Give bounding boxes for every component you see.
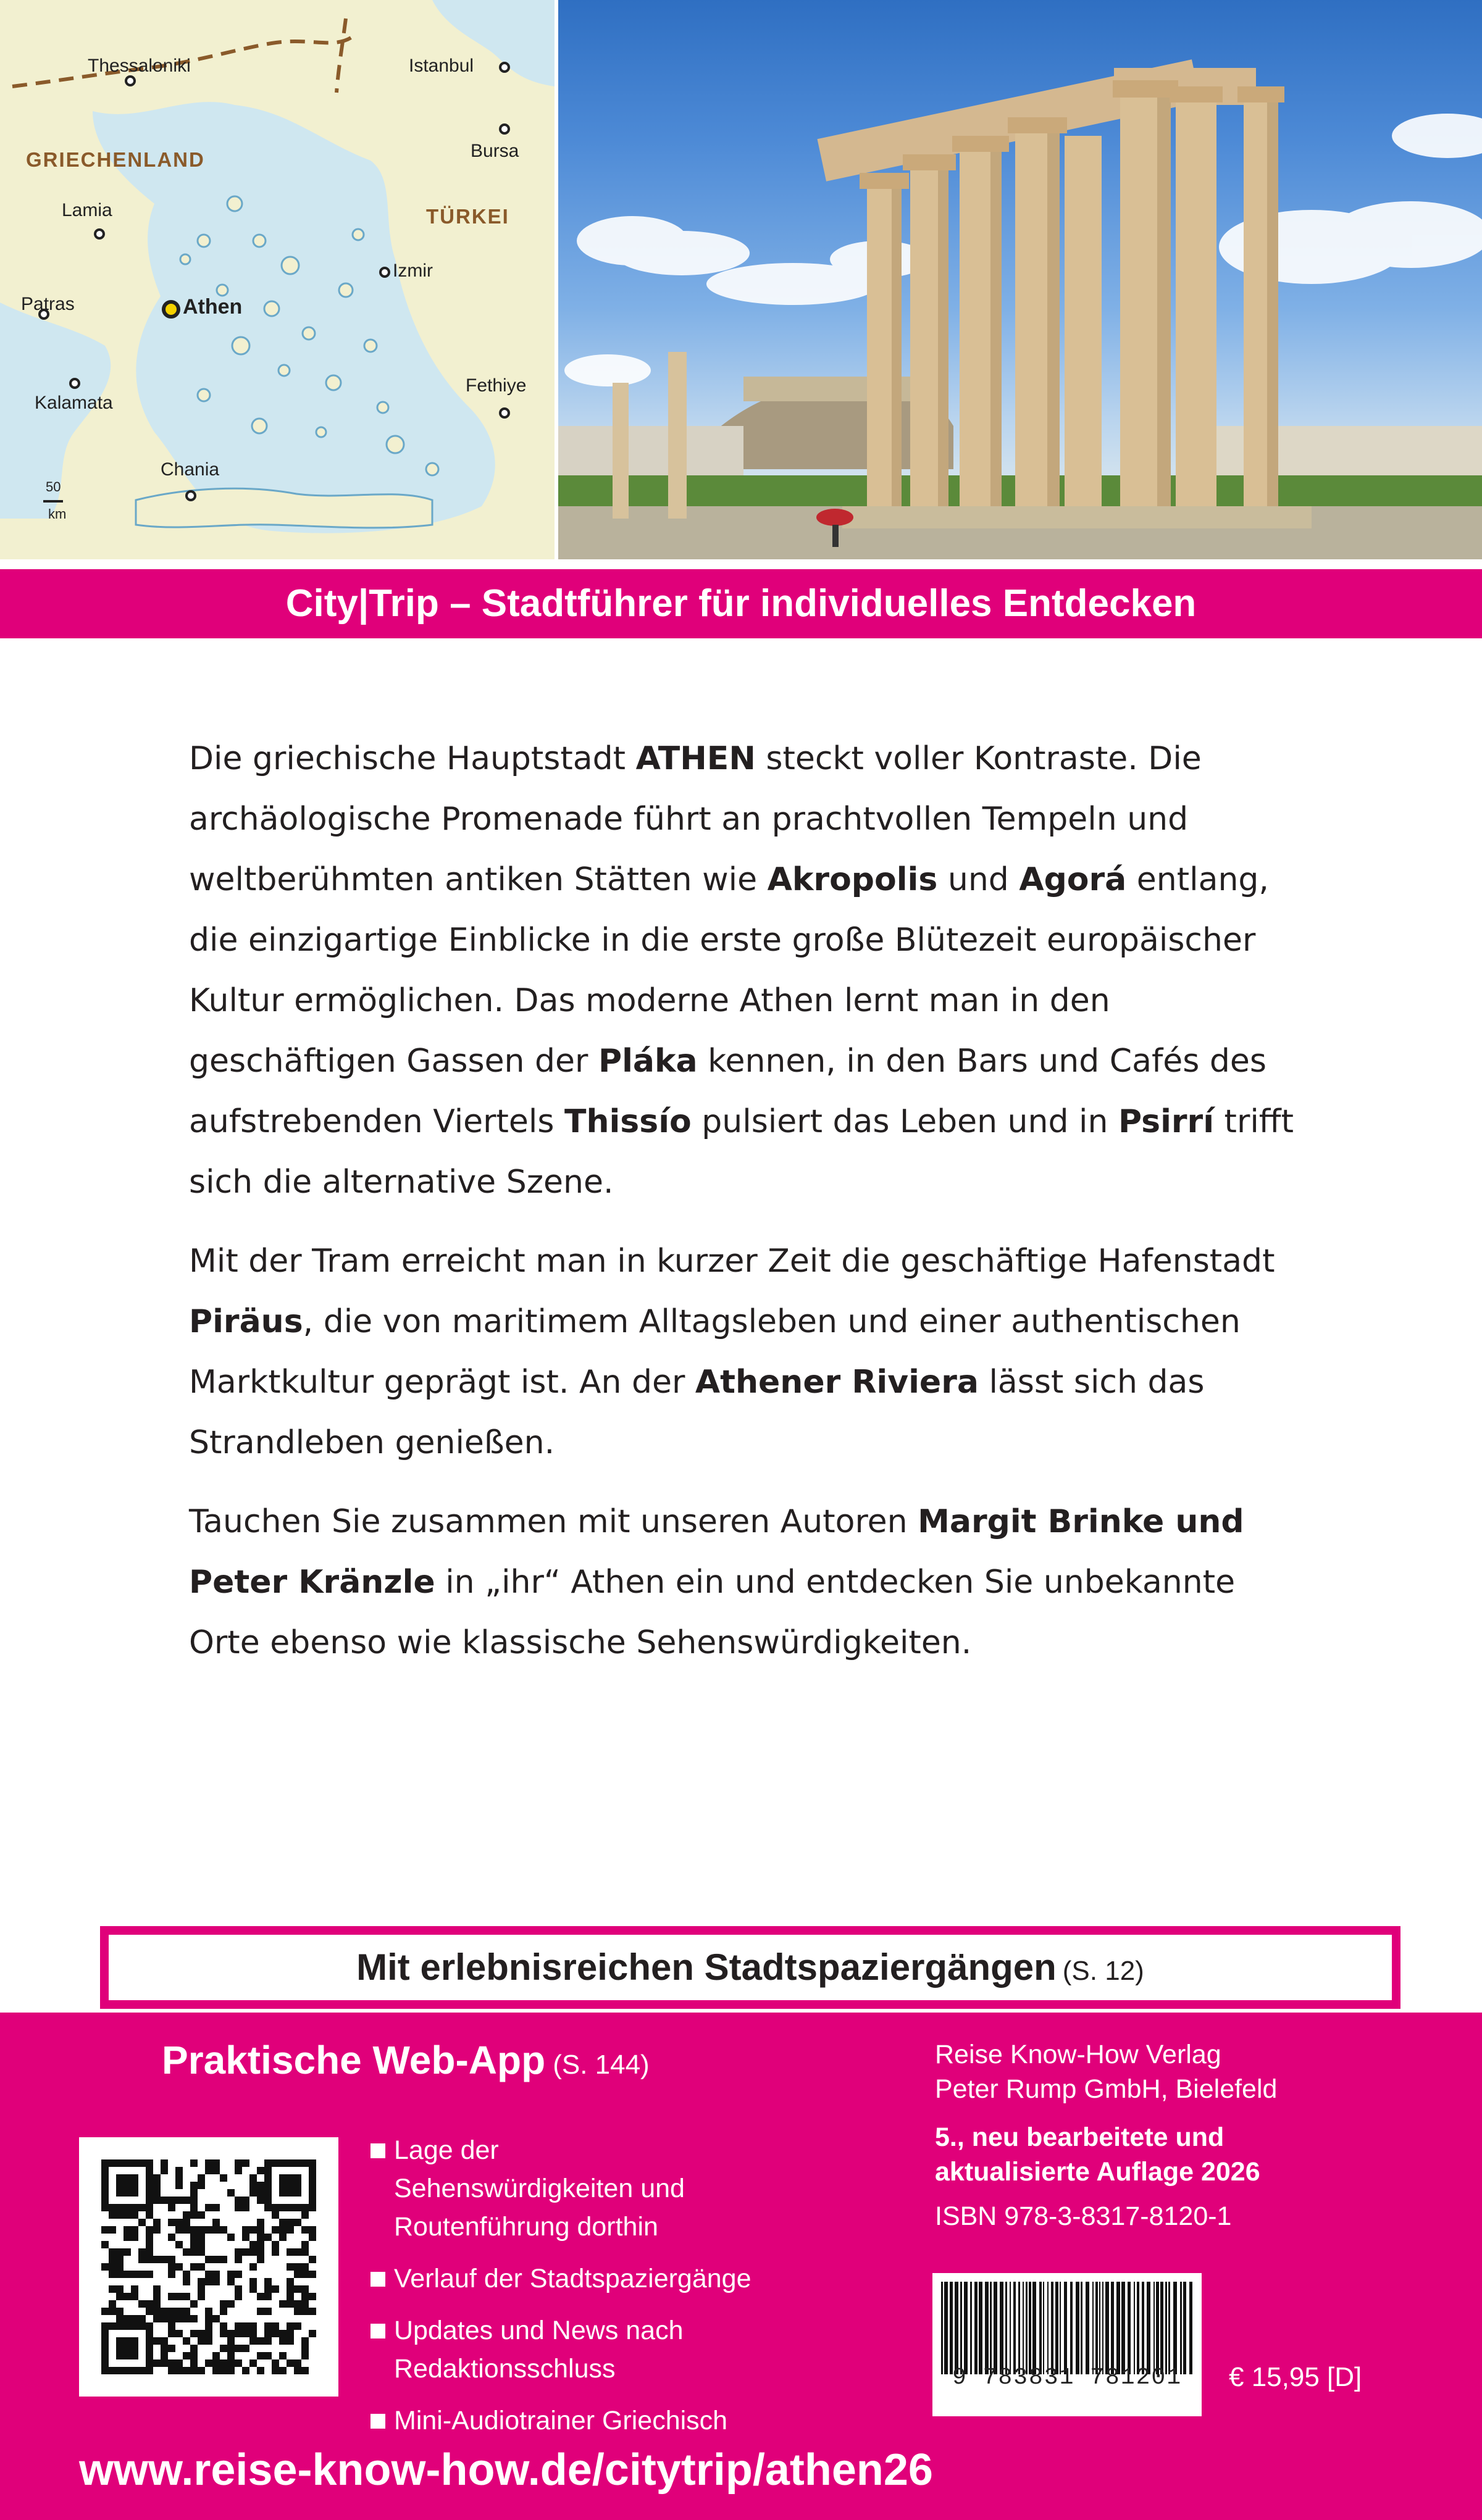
city-marker [379,267,390,278]
map-scale-value: 50 [46,479,61,494]
publisher-address: Peter Rump GmbH, Bielefeld [935,2074,1278,2104]
city-marker [499,407,510,419]
feature-item: Verlauf der Stadtspaziergänge [371,2259,751,2298]
map-label-greece: GRIECHENLAND [26,148,205,171]
website-link[interactable]: www.reise-know-how.de/citytrip/athen26 [79,2445,933,2495]
edition-line-1: 5., neu bearbeitete und [935,2122,1225,2152]
walks-label: Mit erlebnisreichen Stadtspaziergängen [356,1946,1057,1988]
city-bursa: Bursa [471,141,519,161]
map-scale-unit: km [48,506,67,522]
walks-callout [100,1926,1400,2009]
city-marker [125,75,136,86]
isbn: ISBN 978-3-8317-8120-1 [935,2201,1232,2231]
city-patras: Patras [21,294,75,314]
barcode-bars [932,2282,1202,2374]
publisher-name: Reise Know-How Verlag [935,2040,1221,2069]
description-paragraph-1: Die griechische Hauptstadt ATHEN steckt voller Kontraste. Die archäologische Promenade führt an prachtvollen Tempeln und weltberühmten antiken Stätten wie Akropolis und Agorá entlang, die einzigartige Einblicke in die erste große Blütezeit europäischer Kultur ermöglichen. Das moderne Athen lernt man in den geschäftigen Gassen der Pláka kennen, in den Bars und Cafés des aufstrebenden Viertels Thissío pulsiert das Leben und in Psirrí trifft sich die alternative Szene. [189,740,1294,1201]
city-lamia: Lamia [62,200,112,220]
region-map [0,0,555,559]
city-fethiye: Fethiye [466,375,527,396]
publisher-info [935,2037,1277,2234]
webapp-title: Praktische Web-App [162,2038,546,2082]
webapp-feature-list [371,2131,751,2453]
city-kalamata: Kalamata [35,393,113,413]
edition-line-2: aktualisierte Auflage 2026 [935,2157,1260,2187]
webapp-heading [162,2037,650,2083]
qr-code[interactable] [79,2137,338,2397]
series-banner: City|Trip – Stadtführer für individuelles Entdecken [0,569,1482,638]
city-marker [69,378,80,389]
feature-item: Mini-Audiotrainer Griechisch [371,2401,751,2440]
description-text [189,728,1300,1692]
city-istanbul: Istanbul [409,56,474,76]
barcode [932,2273,1202,2416]
city-marker-athens [162,300,180,319]
price: € 15,95 [D] [1229,2362,1362,2392]
temple-photo [558,0,1482,559]
feature-item: Lage der Sehenswürdigkeiten und Routenführung dorthin [371,2131,751,2246]
walks-page-ref: (S. 12) [1062,1956,1144,1986]
city-marker [185,490,196,501]
map-label-turkey: TÜRKEI [426,205,509,228]
description-paragraph-2: Mit der Tram erreicht man in kurzer Zeit die geschäftige Hafenstadt Piräus, die von maritimem Alltagsleben und einer authentischen Marktkultur geprägt ist. An der Athener Riviera lässt sich das Strandleben genießen. [189,1243,1275,1461]
city-chania: Chania [161,459,220,480]
city-marker [499,62,510,73]
city-izmir: Izmir [393,261,433,281]
temple-of-zeus-illustration [558,0,1482,559]
city-marker [499,123,510,135]
qr-code-graphic [79,2137,338,2397]
city-thessaloniki: Thessaloniki [88,56,191,76]
webapp-page-ref: (S. 144) [553,2050,650,2080]
barcode-number: 9 783831 781201 [952,2364,1183,2391]
map-graphic [0,0,555,559]
feature-item: Updates und News nach Redaktionsschluss [371,2311,751,2388]
description-paragraph-3: Tauchen Sie zusammen mit unseren Autoren Margit Brinke und Peter Kränzle in „ihr“ Athen ein und entdecken Sie unbekannte Orte ebenso wie klassische Sehenswürdigkeiten. [189,1503,1244,1661]
city-marker [94,228,105,240]
city-athen: Athen [183,295,243,319]
